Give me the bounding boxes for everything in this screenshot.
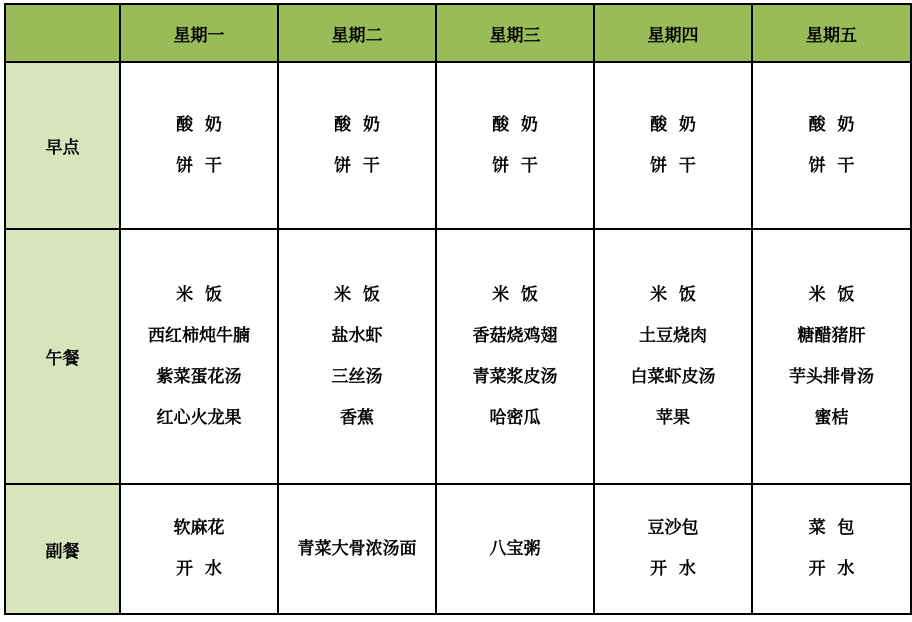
menu-item: 饼 干 [334,155,380,176]
menu-item: 软麻花 [173,518,225,538]
menu-item: 土豆烧肉 [639,325,707,346]
menu-item: 苹果 [656,407,690,428]
menu-item: 米 饭 [176,284,222,305]
menu-item: 芋头排骨汤 [789,366,874,387]
menu-item: 青菜大骨浓汤面 [297,538,417,559]
menu-cell [594,229,752,484]
menu-cell [594,62,752,229]
day-header-wed: 星期三 [436,4,594,62]
corner-cell [5,4,120,62]
menu-item: 八宝粥 [489,538,541,559]
menu-item: 香菇烧鸡翅 [472,325,558,346]
day-header-fri: 星期五 [752,4,911,62]
menu-item: 饼 干 [176,155,222,176]
menu-cell [278,62,436,229]
menu-item: 西红柿炖牛腩 [148,325,250,346]
day-header-mon: 星期一 [120,4,278,62]
menu-item: 饼 干 [650,155,696,176]
menu-cell [436,229,594,484]
menu-item: 紫菜蛋花汤 [156,366,242,387]
menu-item: 哈密瓜 [489,407,541,428]
menu-cell [594,484,752,614]
meal-row-lunch [5,229,911,484]
menu-cell [120,484,278,614]
menu-cell [278,484,436,614]
menu-item: 开 水 [808,559,855,579]
menu-item: 盐水虾 [331,325,383,346]
header-row [5,4,911,62]
menu-item: 白菜虾皮汤 [630,366,716,387]
meal-row-side [5,484,911,614]
menu-cell [120,229,278,484]
menu-cell [752,229,911,484]
menu-item: 香蕉 [340,407,374,428]
menu-cell [752,484,911,614]
menu-item: 米 饭 [650,284,696,305]
menu-item: 米 饭 [334,284,380,305]
weekly-menu-table [4,3,912,615]
menu-item: 三丝汤 [331,366,383,387]
menu-cell [436,484,594,614]
menu-item: 米 饭 [808,284,855,305]
menu-item: 酸 奶 [808,114,855,135]
menu-item: 酸 奶 [334,114,380,135]
menu-cell [278,229,436,484]
menu-item: 蜜桔 [814,407,849,428]
menu-item: 红心火龙果 [156,407,242,428]
menu-cell [752,62,911,229]
menu-item: 米 饭 [492,284,538,305]
menu-item: 豆沙包 [647,518,699,538]
menu-item: 饼 干 [492,155,538,176]
day-header-thu: 星期四 [594,4,752,62]
meal-row-breakfast [5,62,911,229]
menu-item: 酸 奶 [650,114,696,135]
menu-item: 菜 包 [808,518,855,538]
meal-label-breakfast: 早点 [5,62,120,229]
menu-item: 青菜浆皮汤 [472,366,558,387]
day-header-tue: 星期二 [278,4,436,62]
menu-cell [436,62,594,229]
menu-item: 开 水 [650,559,696,579]
menu-item: 酸 奶 [492,114,538,135]
menu-cell [120,62,278,229]
menu-item: 饼 干 [808,155,855,176]
meal-label-lunch: 午餐 [5,229,120,484]
menu-item: 酸 奶 [176,114,222,135]
meal-label-side: 副餐 [5,484,120,614]
menu-item: 糖醋猪肝 [797,325,866,346]
menu-item: 开 水 [176,559,222,579]
